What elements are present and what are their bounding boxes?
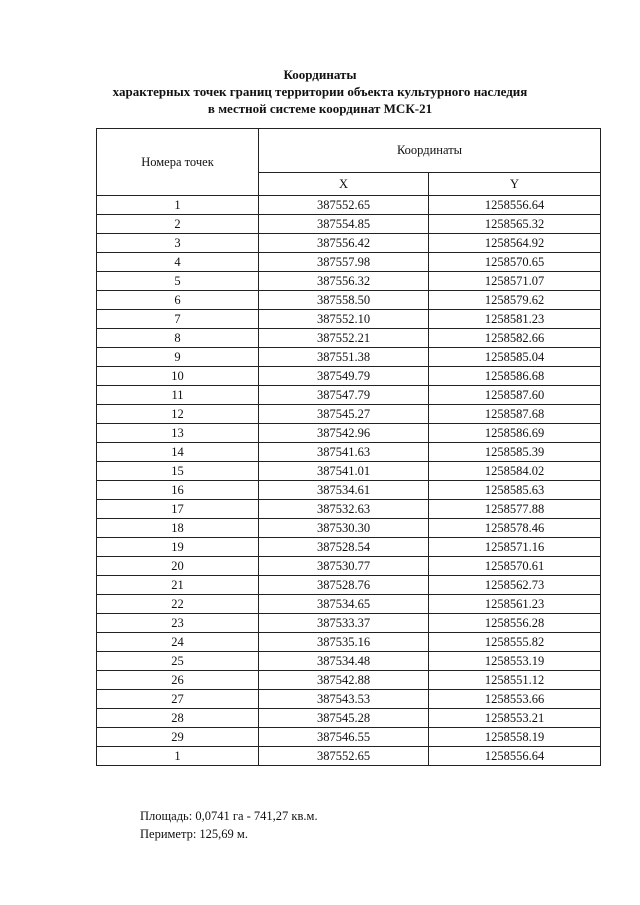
y-cell: 1258558.19 [429,728,601,747]
x-cell: 387545.27 [259,405,429,424]
point-number-cell: 23 [97,614,259,633]
point-number-cell: 21 [97,576,259,595]
x-cell: 387556.32 [259,272,429,291]
point-number-cell: 7 [97,310,259,329]
point-number-cell: 5 [97,272,259,291]
x-cell: 387552.65 [259,747,429,766]
x-cell: 387528.54 [259,538,429,557]
y-cell: 1258570.65 [429,253,601,272]
y-cell: 1258553.19 [429,652,601,671]
x-cell: 387558.50 [259,291,429,310]
point-number-cell: 22 [97,595,259,614]
x-cell: 387545.28 [259,709,429,728]
header-coordinates: Координаты [259,129,601,173]
y-cell: 1258556.64 [429,196,601,215]
table-row [97,310,601,329]
table-row [97,728,601,747]
point-number-cell: 12 [97,405,259,424]
title-line-2: характерных точек границ территории объекта культурного наследия [112,84,528,99]
table-row [97,253,601,272]
y-cell: 1258565.32 [429,215,601,234]
y-cell: 1258586.68 [429,367,601,386]
point-number-cell: 20 [97,557,259,576]
y-cell: 1258585.04 [429,348,601,367]
point-number-cell: 15 [97,462,259,481]
y-cell: 1258553.21 [429,709,601,728]
x-cell: 387532.63 [259,500,429,519]
y-cell: 1258585.63 [429,481,601,500]
point-number-cell: 1 [97,196,259,215]
x-cell: 387534.48 [259,652,429,671]
document-title [0,66,640,117]
y-cell: 1258578.46 [429,519,601,538]
point-number-cell: 18 [97,519,259,538]
x-cell: 387549.79 [259,367,429,386]
y-cell: 1258556.28 [429,614,601,633]
point-number-cell: 24 [97,633,259,652]
x-cell: 387557.98 [259,253,429,272]
table-row [97,557,601,576]
point-number-cell: 2 [97,215,259,234]
y-cell: 1258577.88 [429,500,601,519]
table-row [97,747,601,766]
footer [140,807,318,843]
y-cell: 1258587.60 [429,386,601,405]
table-row [97,709,601,728]
point-number-cell: 1 [97,747,259,766]
point-number-cell: 16 [97,481,259,500]
title-line-1: Координаты [283,67,357,82]
y-cell: 1258584.02 [429,462,601,481]
y-cell: 1258551.12 [429,671,601,690]
table-row [97,405,601,424]
table-row [97,234,601,253]
y-cell: 1258564.92 [429,234,601,253]
x-cell: 387543.53 [259,690,429,709]
table-row [97,272,601,291]
x-cell: 387533.37 [259,614,429,633]
header-point-numbers: Номера точек [97,129,259,196]
point-number-cell: 28 [97,709,259,728]
perimeter-text: Периметр: 125,69 м. [140,827,248,841]
point-number-cell: 25 [97,652,259,671]
point-number-cell: 6 [97,291,259,310]
y-cell: 1258562.73 [429,576,601,595]
y-cell: 1258561.23 [429,595,601,614]
table-row [97,348,601,367]
point-number-cell: 17 [97,500,259,519]
y-cell: 1258579.62 [429,291,601,310]
x-cell: 387528.76 [259,576,429,595]
x-cell: 387552.10 [259,310,429,329]
x-cell: 387552.21 [259,329,429,348]
header-y: Y [429,172,601,195]
table-row [97,462,601,481]
point-number-cell: 9 [97,348,259,367]
x-cell: 387556.42 [259,234,429,253]
coordinates-table [96,128,601,766]
table-row [97,386,601,405]
y-cell: 1258555.82 [429,633,601,652]
table-row [97,576,601,595]
title-line-3: в местной системе координат МСК-21 [207,101,433,116]
point-number-cell: 29 [97,728,259,747]
header-x: X [259,172,429,195]
table-row [97,329,601,348]
y-cell: 1258556.64 [429,747,601,766]
table-row [97,500,601,519]
table-row [97,671,601,690]
table-body [97,196,601,766]
x-cell: 387542.96 [259,424,429,443]
x-cell: 387541.01 [259,462,429,481]
table-row [97,652,601,671]
point-number-cell: 10 [97,367,259,386]
point-number-cell: 26 [97,671,259,690]
x-cell: 387554.85 [259,215,429,234]
y-cell: 1258571.07 [429,272,601,291]
x-cell: 387534.61 [259,481,429,500]
area-text: Площадь: 0,0741 га - 741,27 кв.м. [140,809,318,823]
table-row [97,367,601,386]
y-cell: 1258582.66 [429,329,601,348]
x-cell: 387530.30 [259,519,429,538]
point-number-cell: 3 [97,234,259,253]
x-cell: 387541.63 [259,443,429,462]
y-cell: 1258587.68 [429,405,601,424]
y-cell: 1258586.69 [429,424,601,443]
table-row [97,196,601,215]
x-cell: 387552.65 [259,196,429,215]
table-row [97,519,601,538]
x-cell: 387542.88 [259,671,429,690]
x-cell: 387546.55 [259,728,429,747]
table-row [97,443,601,462]
y-cell: 1258553.66 [429,690,601,709]
point-number-cell: 14 [97,443,259,462]
y-cell: 1258571.16 [429,538,601,557]
x-cell: 387534.65 [259,595,429,614]
y-cell: 1258585.39 [429,443,601,462]
table-row [97,291,601,310]
table-row [97,538,601,557]
point-number-cell: 8 [97,329,259,348]
point-number-cell: 19 [97,538,259,557]
point-number-cell: 13 [97,424,259,443]
table-row [97,424,601,443]
table-row [97,481,601,500]
table-row [97,595,601,614]
x-cell: 387530.77 [259,557,429,576]
x-cell: 387551.38 [259,348,429,367]
y-cell: 1258581.23 [429,310,601,329]
point-number-cell: 11 [97,386,259,405]
x-cell: 387535.16 [259,633,429,652]
table-row [97,614,601,633]
table-row [97,215,601,234]
point-number-cell: 27 [97,690,259,709]
table-row [97,633,601,652]
x-cell: 387547.79 [259,386,429,405]
point-number-cell: 4 [97,253,259,272]
table-row [97,690,601,709]
y-cell: 1258570.61 [429,557,601,576]
